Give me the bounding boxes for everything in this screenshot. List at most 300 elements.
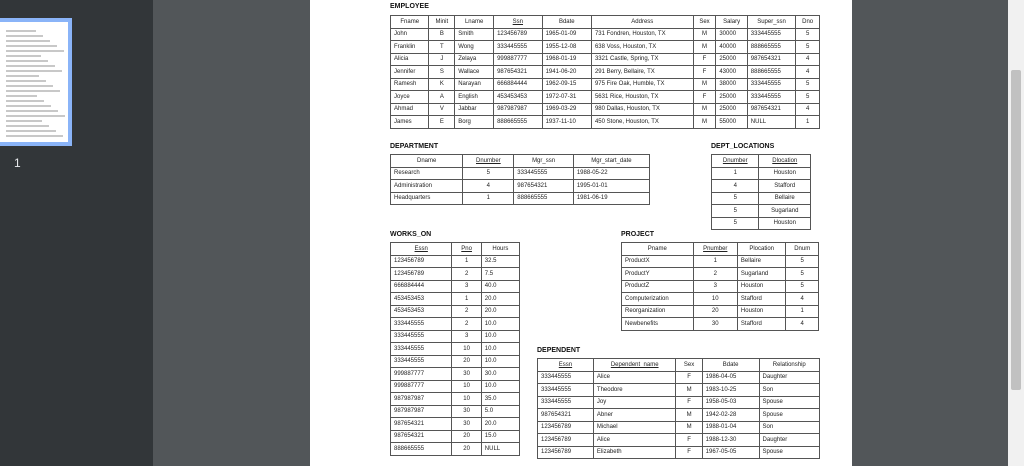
- table-cell: 10.0: [481, 380, 519, 393]
- table-cell: Jabbar: [455, 103, 494, 116]
- table-row: [391, 53, 820, 66]
- table-cell: Narayan: [455, 78, 494, 91]
- table-cell: ProductY: [622, 268, 694, 281]
- table-cell: Son: [759, 384, 819, 397]
- thumbnail-line: [6, 125, 49, 127]
- table-row: [391, 380, 520, 393]
- table-cell: 20: [452, 430, 481, 443]
- table-row: [391, 78, 820, 91]
- table-cell: Michael: [593, 421, 676, 434]
- table-row: [391, 28, 820, 41]
- table-cell: 3321 Castle, Spring, TX: [591, 53, 693, 66]
- table-cell: 43000: [716, 66, 747, 79]
- table-cell: 3: [452, 330, 481, 343]
- table-cell: 1955-12-08: [542, 41, 591, 54]
- table-cell: 2: [452, 268, 481, 281]
- table-cell: 888665555: [514, 192, 574, 205]
- table-cell: 1942-02-28: [702, 409, 759, 422]
- column-header: Minit: [429, 16, 455, 29]
- column-header: Dnum: [786, 243, 819, 256]
- table-cell: E: [429, 116, 455, 129]
- table-cell: M: [676, 384, 702, 397]
- thumbnail-line: [6, 60, 48, 62]
- table-cell: F: [676, 434, 702, 447]
- table-cell: S: [429, 66, 455, 79]
- table-row: [391, 180, 650, 193]
- table-cell: 1: [796, 116, 820, 129]
- thumbnail-line: [6, 120, 42, 122]
- table-cell: 987654321: [391, 430, 452, 443]
- table-row: [538, 434, 820, 447]
- table-cell: 1988-05-22: [573, 167, 649, 180]
- works-on-title: WORKS_ON: [390, 231, 432, 238]
- employee-title: EMPLOYEE: [390, 3, 429, 10]
- table-cell: 333445555: [538, 396, 594, 409]
- column-header: Super_ssn: [747, 16, 796, 29]
- table-cell: 638 Voss, Houston, TX: [591, 41, 693, 54]
- table-cell: Sugarland: [759, 205, 811, 218]
- column-header: Relationship: [759, 359, 819, 372]
- table-cell: F: [676, 396, 702, 409]
- table-cell: 5: [796, 78, 820, 91]
- table-row: [391, 167, 650, 180]
- thumbnail-page-number: 1: [14, 156, 21, 170]
- table-cell: Spouse: [759, 396, 819, 409]
- table-cell: A: [429, 91, 455, 104]
- table-cell: 333445555: [538, 371, 594, 384]
- column-header: Pno: [452, 243, 481, 256]
- table-cell: J: [429, 53, 455, 66]
- thumbnail-line: [6, 135, 63, 137]
- table-cell: 333445555: [391, 330, 452, 343]
- table-row: [538, 384, 820, 397]
- table-cell: Stafford: [759, 180, 811, 193]
- table-cell: 453453453: [391, 293, 452, 306]
- table-cell: 1: [463, 192, 514, 205]
- thumbnail-line: [6, 105, 51, 107]
- table-cell: F: [693, 66, 716, 79]
- table-cell: 10: [693, 293, 737, 306]
- table-cell: Daughter: [759, 371, 819, 384]
- table-cell: 3: [693, 280, 737, 293]
- table-cell: 20.0: [481, 293, 519, 306]
- table-cell: 987654321: [514, 180, 574, 193]
- table-cell: Abner: [593, 409, 676, 422]
- table-cell: 1: [712, 167, 759, 180]
- table-cell: M: [693, 103, 716, 116]
- table-cell: M: [693, 78, 716, 91]
- table-cell: F: [693, 53, 716, 66]
- table-cell: 5: [712, 205, 759, 218]
- table-cell: Bellaire: [737, 255, 786, 268]
- table-cell: F: [693, 91, 716, 104]
- column-header: Pname: [622, 243, 694, 256]
- table-cell: 4: [796, 53, 820, 66]
- table-cell: Bellaire: [759, 192, 811, 205]
- table-cell: 333445555: [391, 318, 452, 331]
- table-row: [391, 268, 520, 281]
- table-cell: 2: [452, 318, 481, 331]
- dependent-table: [537, 358, 820, 459]
- table-cell: 1962-09-15: [542, 78, 591, 91]
- table-cell: 999887777: [391, 380, 452, 393]
- thumbnail-line: [6, 80, 46, 82]
- thumbnail-line: [6, 65, 55, 67]
- table-cell: 5: [796, 28, 820, 41]
- table-cell: English: [455, 91, 494, 104]
- table-cell: 888665555: [747, 41, 796, 54]
- thumbnail-line: [6, 55, 41, 57]
- table-cell: 4: [786, 293, 819, 306]
- column-header: Bdate: [542, 16, 591, 29]
- table-row: [391, 41, 820, 54]
- table-cell: 987654321: [391, 418, 452, 431]
- table-cell: Headquarters: [391, 192, 463, 205]
- employee-table: [390, 15, 820, 129]
- table-row: [712, 167, 811, 180]
- column-header: Bdate: [702, 359, 759, 372]
- table-cell: 975 Fire Oak, Humble, TX: [591, 78, 693, 91]
- table-cell: Spouse: [759, 446, 819, 459]
- table-cell: Houston: [759, 167, 811, 180]
- table-row: [622, 318, 819, 331]
- table-cell: Smith: [455, 28, 494, 41]
- table-cell: V: [429, 103, 455, 116]
- table-row: [391, 330, 520, 343]
- table-row: [622, 293, 819, 306]
- table-cell: 1937-11-10: [542, 116, 591, 129]
- table-cell: 30: [452, 368, 481, 381]
- table-cell: 1: [786, 305, 819, 318]
- table-cell: Wong: [455, 41, 494, 54]
- table-cell: 10.0: [481, 318, 519, 331]
- table-row: [712, 180, 811, 193]
- table-cell: 333445555: [494, 41, 543, 54]
- table-cell: Reorganization: [622, 305, 694, 318]
- table-cell: 32.5: [481, 255, 519, 268]
- table-cell: Zelaya: [455, 53, 494, 66]
- table-row: [538, 446, 820, 459]
- table-cell: 20: [693, 305, 737, 318]
- table-cell: ProductX: [622, 255, 694, 268]
- column-header: Dlocation: [759, 155, 811, 168]
- table-cell: Stafford: [737, 293, 786, 306]
- table-cell: 666884444: [494, 78, 543, 91]
- table-cell: 453453453: [494, 91, 543, 104]
- table-cell: 888665555: [494, 116, 543, 129]
- column-header: Essn: [391, 243, 452, 256]
- table-cell: 888665555: [747, 66, 796, 79]
- column-header: Mgr_start_date: [573, 155, 649, 168]
- table-cell: Spouse: [759, 409, 819, 422]
- thumbnail-line: [6, 35, 43, 37]
- table-cell: Alicia: [391, 53, 429, 66]
- table-cell: K: [429, 78, 455, 91]
- table-cell: 1983-10-25: [702, 384, 759, 397]
- table-cell: 1: [452, 293, 481, 306]
- table-cell: Joy: [593, 396, 676, 409]
- project-title: PROJECT: [621, 231, 655, 238]
- table-cell: 1988-12-30: [702, 434, 759, 447]
- thumbnail-line: [6, 100, 44, 102]
- table-cell: James: [391, 116, 429, 129]
- table-cell: 987987987: [391, 393, 452, 406]
- table-row: [538, 371, 820, 384]
- table-cell: NULL: [481, 443, 519, 456]
- table-cell: F: [676, 371, 702, 384]
- table-row: [391, 293, 520, 306]
- table-cell: Daughter: [759, 434, 819, 447]
- column-header: Sex: [676, 359, 702, 372]
- table-cell: T: [429, 41, 455, 54]
- table-row: [391, 91, 820, 104]
- table-row: [391, 116, 820, 129]
- table-cell: 333445555: [747, 28, 796, 41]
- table-row: [538, 421, 820, 434]
- table-cell: 1967-05-05: [702, 446, 759, 459]
- table-cell: 2: [452, 305, 481, 318]
- table-cell: 5631 Rice, Houston, TX: [591, 91, 693, 104]
- thumbnail-line: [6, 110, 58, 112]
- table-cell: Son: [759, 421, 819, 434]
- table-cell: Ramesh: [391, 78, 429, 91]
- table-cell: Newbenefits: [622, 318, 694, 331]
- table-cell: 453453453: [391, 305, 452, 318]
- column-header: Sex: [693, 16, 716, 29]
- table-cell: 40.0: [481, 280, 519, 293]
- table-cell: 450 Stone, Houston, TX: [591, 116, 693, 129]
- table-cell: Wallace: [455, 66, 494, 79]
- table-cell: 5: [786, 280, 819, 293]
- thumbnail-line: [6, 115, 65, 117]
- table-cell: 1986-04-05: [702, 371, 759, 384]
- table-cell: Stafford: [737, 318, 786, 331]
- employee-header-row: [391, 16, 820, 29]
- table-cell: 980 Dallas, Houston, TX: [591, 103, 693, 116]
- document-page: [310, 0, 852, 466]
- table-row: [391, 192, 650, 205]
- table-cell: 333445555: [391, 355, 452, 368]
- column-header: Ssn: [494, 16, 543, 29]
- page-thumbnail[interactable]: [0, 18, 72, 146]
- table-cell: Computerization: [622, 293, 694, 306]
- table-row: [391, 305, 520, 318]
- table-cell: Houston: [759, 217, 811, 230]
- table-cell: Sugarland: [737, 268, 786, 281]
- table-cell: 123456789: [538, 421, 594, 434]
- table-cell: 5.0: [481, 405, 519, 418]
- table-row: [391, 430, 520, 443]
- table-cell: 5: [796, 41, 820, 54]
- table-row: [712, 217, 811, 230]
- column-header: Dnumber: [712, 155, 759, 168]
- table-cell: 10: [452, 343, 481, 356]
- project-header-row: [622, 243, 819, 256]
- table-row: [391, 368, 520, 381]
- dept-locations-title: DEPT_LOCATIONS: [711, 143, 775, 150]
- table-cell: 1969-03-29: [542, 103, 591, 116]
- table-cell: 15.0: [481, 430, 519, 443]
- table-cell: 123456789: [391, 255, 452, 268]
- table-cell: 5: [786, 268, 819, 281]
- table-cell: 4: [712, 180, 759, 193]
- table-cell: 1988-01-04: [702, 421, 759, 434]
- table-cell: 10.0: [481, 330, 519, 343]
- table-cell: 666884444: [391, 280, 452, 293]
- table-row: [391, 355, 520, 368]
- table-cell: 4: [796, 66, 820, 79]
- thumbnail-line: [6, 45, 57, 47]
- dept-locations-table: [711, 154, 811, 230]
- table-cell: Franklin: [391, 41, 429, 54]
- table-cell: Administration: [391, 180, 463, 193]
- table-row: [391, 280, 520, 293]
- table-cell: 10: [452, 393, 481, 406]
- table-cell: 987654321: [494, 66, 543, 79]
- table-cell: M: [676, 409, 702, 422]
- table-row: [622, 305, 819, 318]
- column-header: Plocation: [737, 243, 786, 256]
- column-header: Dname: [391, 155, 463, 168]
- column-header: Essn: [538, 359, 594, 372]
- table-cell: 20: [452, 355, 481, 368]
- table-cell: 987654321: [747, 103, 796, 116]
- thumbnail-sidebar: [0, 0, 153, 466]
- thumbnail-line: [6, 30, 36, 32]
- column-header: Fname: [391, 16, 429, 29]
- table-row: [391, 405, 520, 418]
- table-cell: 20.0: [481, 305, 519, 318]
- table-cell: M: [676, 421, 702, 434]
- table-row: [391, 66, 820, 79]
- thumbnail-line: [6, 40, 50, 42]
- table-cell: 30: [452, 418, 481, 431]
- table-cell: 999887777: [391, 368, 452, 381]
- table-cell: 123456789: [538, 434, 594, 447]
- table-cell: 38000: [716, 78, 747, 91]
- table-cell: 10.0: [481, 355, 519, 368]
- table-cell: 20.0: [481, 418, 519, 431]
- table-cell: 987654321: [747, 53, 796, 66]
- table-cell: B: [429, 28, 455, 41]
- table-cell: 1981-06-19: [573, 192, 649, 205]
- table-cell: 5: [712, 192, 759, 205]
- table-cell: 987987987: [391, 405, 452, 418]
- table-cell: 123456789: [391, 268, 452, 281]
- table-cell: 987987987: [494, 103, 543, 116]
- table-cell: 333445555: [538, 384, 594, 397]
- table-cell: 55000: [716, 116, 747, 129]
- table-cell: Elizabeth: [593, 446, 676, 459]
- table-cell: Ahmad: [391, 103, 429, 116]
- table-cell: 333445555: [514, 167, 574, 180]
- table-cell: NULL: [747, 116, 796, 129]
- table-cell: 40000: [716, 41, 747, 54]
- table-cell: 1941-06-20: [542, 66, 591, 79]
- table-cell: 25000: [716, 103, 747, 116]
- table-cell: 5: [712, 217, 759, 230]
- department-title: DEPARTMENT: [390, 143, 439, 150]
- table-cell: M: [693, 28, 716, 41]
- table-cell: 987654321: [538, 409, 594, 422]
- table-cell: 999887777: [494, 53, 543, 66]
- table-cell: F: [676, 446, 702, 459]
- table-cell: Alice: [593, 434, 676, 447]
- table-cell: Houston: [737, 305, 786, 318]
- table-cell: Joyce: [391, 91, 429, 104]
- table-cell: 731 Fondren, Houston, TX: [591, 28, 693, 41]
- table-cell: 1: [452, 255, 481, 268]
- table-cell: ProductZ: [622, 280, 694, 293]
- table-cell: Borg: [455, 116, 494, 129]
- table-cell: 5: [463, 167, 514, 180]
- thumbnail-line: [6, 70, 62, 72]
- thumbnail-line: [6, 50, 64, 52]
- dependent-title: DEPENDENT: [537, 347, 581, 354]
- table-cell: 888665555: [391, 443, 452, 456]
- table-cell: 5: [796, 91, 820, 104]
- table-row: [622, 255, 819, 268]
- table-cell: 30: [452, 405, 481, 418]
- table-cell: 30: [693, 318, 737, 331]
- table-cell: 123456789: [538, 446, 594, 459]
- table-row: [538, 409, 820, 422]
- table-row: [391, 318, 520, 331]
- table-row: [391, 393, 520, 406]
- table-cell: 1: [693, 255, 737, 268]
- column-header: Lname: [455, 16, 494, 29]
- dependent-header-row: [538, 359, 820, 372]
- table-cell: 30.0: [481, 368, 519, 381]
- table-cell: 30000: [716, 28, 747, 41]
- table-cell: 7.5: [481, 268, 519, 281]
- thumbnail-line: [6, 90, 60, 92]
- table-cell: 4: [463, 180, 514, 193]
- table-cell: 1958-05-03: [702, 396, 759, 409]
- table-cell: 333445555: [747, 78, 796, 91]
- table-cell: 10.0: [481, 343, 519, 356]
- table-cell: 25000: [716, 91, 747, 104]
- thumbnail-line: [6, 85, 53, 87]
- department-table: [390, 154, 650, 205]
- table-row: [622, 280, 819, 293]
- thumbnail-line: [6, 130, 56, 132]
- column-header: Mgr_ssn: [514, 155, 574, 168]
- table-cell: 291 Berry, Bellaire, TX: [591, 66, 693, 79]
- department-header-row: [391, 155, 650, 168]
- table-cell: 10: [452, 380, 481, 393]
- table-cell: 20: [452, 443, 481, 456]
- table-row: [391, 418, 520, 431]
- table-row: [391, 255, 520, 268]
- table-row: [391, 443, 520, 456]
- table-cell: M: [693, 116, 716, 129]
- table-cell: 1965-01-09: [542, 28, 591, 41]
- table-cell: 2: [693, 268, 737, 281]
- table-cell: John: [391, 28, 429, 41]
- table-cell: Jennifer: [391, 66, 429, 79]
- table-cell: Houston: [737, 280, 786, 293]
- column-header: Hours: [481, 243, 519, 256]
- column-header: Salary: [716, 16, 747, 29]
- column-header: Dno: [796, 16, 820, 29]
- scrollbar-thumb[interactable]: [1011, 70, 1021, 390]
- thumbnail-line: [6, 95, 37, 97]
- table-cell: 5: [786, 255, 819, 268]
- column-header: Address: [591, 16, 693, 29]
- table-row: [712, 205, 811, 218]
- table-row: [391, 103, 820, 116]
